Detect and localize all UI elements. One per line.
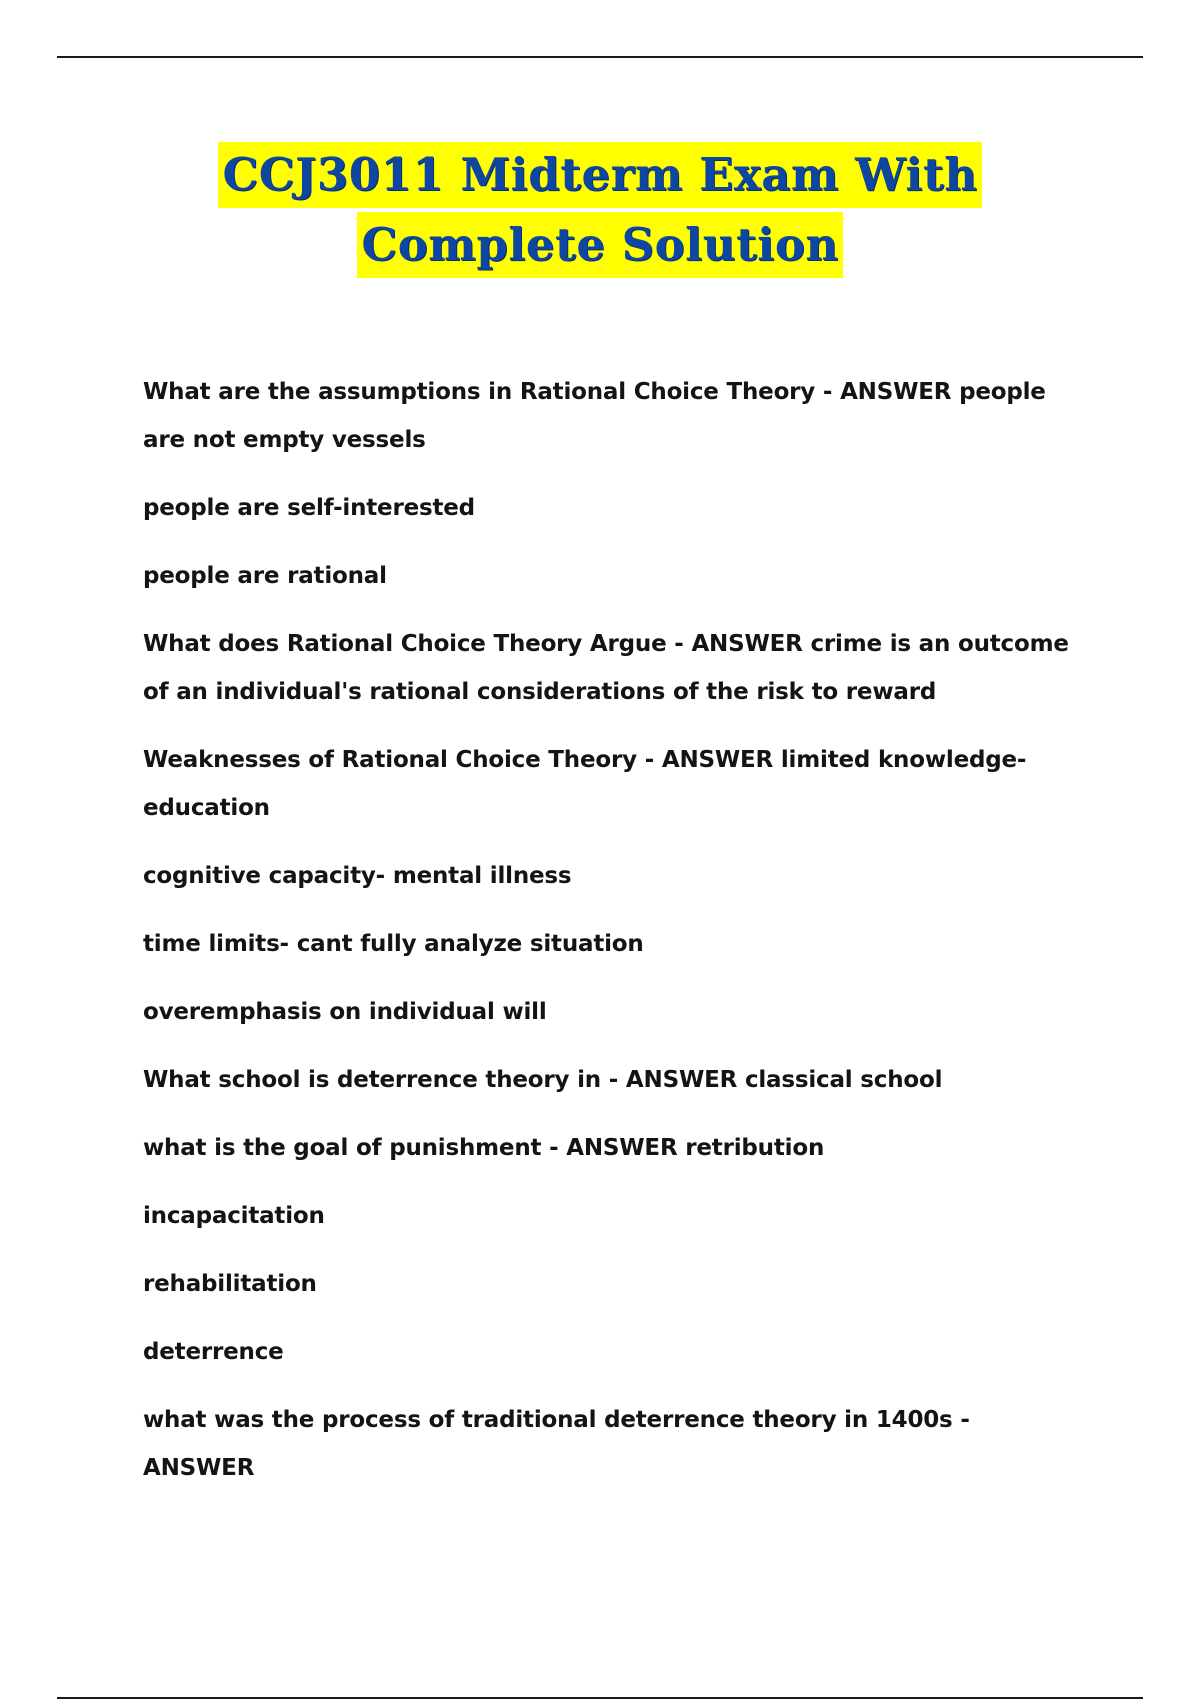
title-line-1: CCJ3011 Midterm Exam With (218, 142, 981, 208)
footer-rule (57, 1697, 1143, 1699)
header-rule (57, 56, 1143, 58)
qa-paragraph: what is the goal of punishment - ANSWER retribution (143, 1135, 825, 1161)
qa-paragraph: What does Rational Choice Theory Argue - ANSWER crime is an outcome of an individual's rational considerations of the risk to reward (143, 631, 1069, 705)
qa-paragraph: What school is deterrence theory in - ANSWER classical school (143, 1067, 943, 1093)
qa-paragraph: rehabilitation (143, 1271, 317, 1297)
document-title (0, 142, 1200, 282)
qa-paragraph: incapacitation (143, 1203, 325, 1229)
qa-paragraph: people are rational (143, 563, 387, 589)
title-line-2: Complete Solution (357, 212, 842, 278)
qa-paragraph: overemphasis on individual will (143, 999, 547, 1025)
qa-paragraph: deterrence (143, 1339, 284, 1365)
qa-paragraph: Weaknesses of Rational Choice Theory - ANSWER limited knowledge-education (143, 747, 1027, 821)
qa-paragraph: What are the assumptions in Rational Choice Theory - ANSWER people are not empty vessels (143, 379, 1046, 453)
qa-paragraph: what was the process of traditional deterrence theory in 1400s - ANSWER (143, 1407, 970, 1481)
qa-paragraph: people are self-interested (143, 495, 475, 521)
qa-paragraph: cognitive capacity- mental illness (143, 863, 572, 889)
document-body (143, 368, 1083, 1512)
qa-paragraph: time limits- cant fully analyze situation (143, 931, 644, 957)
